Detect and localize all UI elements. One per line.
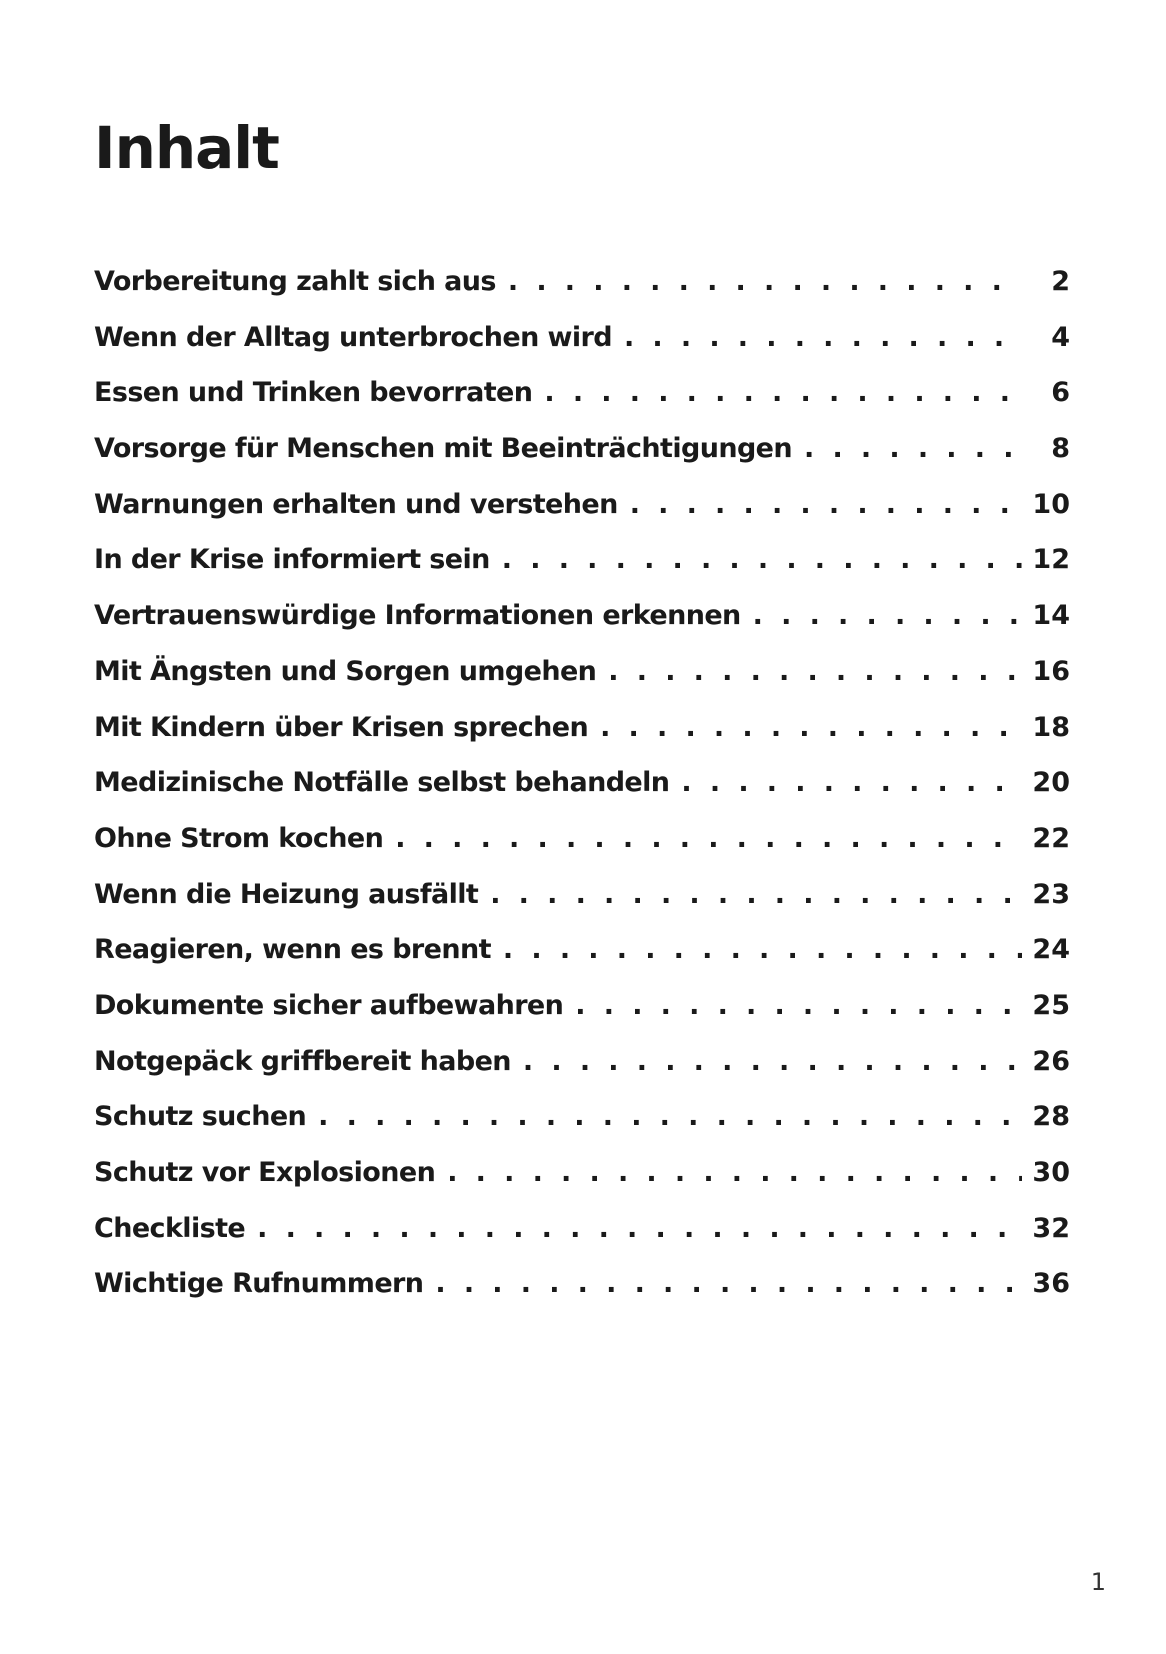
toc-entry-title: Wichtige Rufnummern bbox=[94, 1268, 424, 1300]
toc-entry-page: 36 bbox=[1032, 1268, 1070, 1300]
dot-leader bbox=[523, 1046, 1022, 1077]
dot-leader bbox=[804, 433, 1022, 464]
toc-entry-title: In der Krise informiert sein bbox=[94, 544, 490, 576]
toc-entry-page: 30 bbox=[1032, 1157, 1070, 1188]
dot-leader bbox=[502, 544, 1022, 575]
toc-entry-title: Checkliste bbox=[94, 1212, 246, 1244]
toc-entry-page: 4 bbox=[1051, 321, 1070, 353]
toc-entry-title: Mit Ängsten und Sorgen umgehen bbox=[94, 655, 597, 687]
page-title: Inhalt bbox=[94, 114, 279, 182]
toc-entry-title: Notgepäck griffbereit haben bbox=[94, 1045, 511, 1077]
toc-entry[interactable] bbox=[94, 1046, 1070, 1102]
toc-entry[interactable] bbox=[94, 266, 1070, 322]
toc-entry-title: Schutz suchen bbox=[94, 1101, 307, 1133]
dot-leader bbox=[395, 823, 1022, 854]
toc-entry[interactable] bbox=[94, 1268, 1070, 1324]
toc-entry-title: Wenn der Alltag unterbrochen wird bbox=[94, 321, 612, 353]
toc-entry[interactable] bbox=[94, 1213, 1070, 1269]
toc-entry-title: Ohne Strom kochen bbox=[94, 822, 384, 854]
dot-leader bbox=[318, 1101, 1022, 1132]
toc-entry[interactable] bbox=[94, 600, 1070, 656]
toc-entry-page: 16 bbox=[1032, 655, 1070, 687]
toc-entry-page: 18 bbox=[1032, 711, 1070, 743]
dot-leader bbox=[575, 990, 1022, 1021]
toc-entry[interactable] bbox=[94, 990, 1070, 1046]
toc-entry-title: Mit Kindern über Krisen sprechen bbox=[94, 711, 589, 743]
toc-entry-title: Reagieren, wenn es brennt bbox=[94, 934, 491, 966]
dot-leader bbox=[508, 266, 1022, 297]
dot-leader bbox=[753, 600, 1022, 631]
dot-leader bbox=[257, 1213, 1022, 1244]
toc-entry-title: Vorsorge für Menschen mit Beeinträchtigungen bbox=[94, 433, 793, 465]
toc-entry-page: 28 bbox=[1032, 1101, 1070, 1133]
toc-entry-page: 12 bbox=[1032, 544, 1070, 576]
toc-entry-title: Vertrauenswürdige Informationen erkennen bbox=[94, 600, 741, 632]
toc-entry-title: Warnungen erhalten und verstehen bbox=[94, 488, 618, 520]
toc-entry-page: 20 bbox=[1032, 767, 1070, 799]
toc-entry-title: Medizinische Notfälle selbst behandeln bbox=[94, 767, 670, 799]
dot-leader bbox=[447, 1157, 1022, 1188]
dot-leader bbox=[681, 767, 1022, 798]
dot-leader bbox=[490, 879, 1022, 910]
toc-entry[interactable] bbox=[94, 767, 1070, 823]
toc-entry[interactable] bbox=[94, 823, 1070, 879]
toc-entry[interactable] bbox=[94, 712, 1070, 768]
dot-leader bbox=[608, 656, 1022, 687]
toc-entry-title: Schutz vor Explosionen bbox=[94, 1157, 436, 1188]
toc-entry[interactable] bbox=[94, 656, 1070, 712]
toc-entry[interactable] bbox=[94, 1157, 1070, 1213]
toc-entry-page: 8 bbox=[1051, 433, 1070, 465]
dot-leader bbox=[503, 934, 1022, 965]
toc-entry[interactable] bbox=[94, 377, 1070, 433]
toc-entry[interactable] bbox=[94, 322, 1070, 378]
toc-entry-page: 22 bbox=[1032, 822, 1070, 854]
table-of-contents bbox=[94, 266, 1070, 1324]
toc-entry-title: Dokumente sicher aufbewahren bbox=[94, 989, 564, 1021]
toc-entry[interactable] bbox=[94, 433, 1070, 489]
dot-leader bbox=[600, 712, 1022, 743]
toc-entry-title: Wenn die Heizung ausfällt bbox=[94, 878, 479, 910]
toc-entry-page: 2 bbox=[1051, 266, 1070, 297]
dot-leader bbox=[435, 1268, 1022, 1299]
dot-leader bbox=[630, 489, 1022, 520]
toc-entry[interactable] bbox=[94, 489, 1070, 545]
toc-entry-page: 23 bbox=[1032, 878, 1070, 910]
toc-entry-page: 14 bbox=[1032, 600, 1070, 632]
toc-entry-page: 32 bbox=[1032, 1212, 1070, 1244]
toc-entry[interactable] bbox=[94, 1101, 1070, 1157]
toc-entry-title: Essen und Trinken bevorraten bbox=[94, 377, 533, 409]
toc-entry-page: 10 bbox=[1032, 488, 1070, 520]
toc-entry-title: Vorbereitung zahlt sich aus bbox=[94, 266, 496, 297]
toc-entry[interactable] bbox=[94, 544, 1070, 600]
dot-leader bbox=[544, 377, 1022, 408]
dot-leader bbox=[624, 322, 1022, 353]
toc-entry-page: 24 bbox=[1032, 934, 1070, 966]
toc-entry-page: 26 bbox=[1032, 1045, 1070, 1077]
toc-entry[interactable] bbox=[94, 879, 1070, 935]
page-number: 1 bbox=[1090, 1568, 1106, 1596]
toc-entry-page: 25 bbox=[1032, 989, 1070, 1021]
toc-entry-page: 6 bbox=[1051, 377, 1070, 409]
toc-entry[interactable] bbox=[94, 934, 1070, 990]
